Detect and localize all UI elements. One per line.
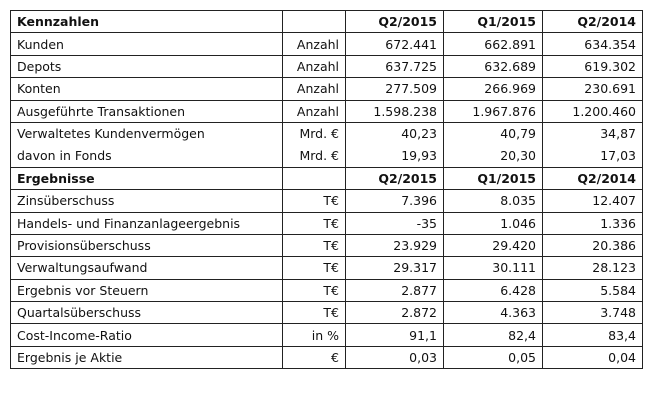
row-label: Provisionsüberschuss (11, 234, 283, 256)
cell-value: 12.407 (543, 190, 643, 212)
cell-value: 17,03 (543, 145, 643, 167)
table-row (11, 33, 643, 55)
table-row (11, 145, 643, 167)
section-title: Ergebnisse (11, 167, 283, 189)
row-unit: T€ (283, 234, 346, 256)
cell-value: 1.336 (543, 212, 643, 234)
row-label: Depots (11, 55, 283, 77)
table-row (11, 122, 643, 144)
row-label: Ergebnis vor Steuern (11, 279, 283, 301)
kennzahlen-header-row (11, 11, 643, 33)
table-row (11, 100, 643, 122)
cell-value: 28.123 (543, 257, 643, 279)
cell-value: 637.725 (346, 55, 444, 77)
cell-value: 634.354 (543, 33, 643, 55)
cell-value: -35 (346, 212, 444, 234)
row-label: davon in Fonds (11, 145, 283, 167)
row-unit: Anzahl (283, 55, 346, 77)
row-label: Verwaltetes Kundenvermögen (11, 122, 283, 144)
table-row (11, 346, 643, 368)
table-row (11, 234, 643, 256)
cell-value: 23.929 (346, 234, 444, 256)
period-header: Q1/2015 (444, 167, 543, 189)
cell-value: 20,30 (444, 145, 543, 167)
cell-value: 1.046 (444, 212, 543, 234)
cell-value: 7.396 (346, 190, 444, 212)
row-unit: Mrd. € (283, 145, 346, 167)
period-header: Q2/2014 (543, 11, 643, 33)
cell-value: 3.748 (543, 302, 643, 324)
cell-value: 6.428 (444, 279, 543, 301)
cell-value: 277.509 (346, 78, 444, 100)
row-label: Ergebnis je Aktie (11, 346, 283, 368)
key-figures-table-container (10, 10, 643, 369)
period-header: Q2/2015 (346, 167, 444, 189)
table-row (11, 324, 643, 346)
cell-value: 266.969 (444, 78, 543, 100)
row-unit: Anzahl (283, 78, 346, 100)
row-unit: in % (283, 324, 346, 346)
row-unit: T€ (283, 302, 346, 324)
row-label: Handels- und Finanzanlageergebnis (11, 212, 283, 234)
row-unit: Anzahl (283, 33, 346, 55)
period-header: Q2/2014 (543, 167, 643, 189)
cell-value: 1.967.876 (444, 100, 543, 122)
ergebnisse-header-row (11, 167, 643, 189)
table-row (11, 302, 643, 324)
period-header: Q2/2015 (346, 11, 444, 33)
cell-value: 34,87 (543, 122, 643, 144)
cell-value: 8.035 (444, 190, 543, 212)
row-unit: € (283, 346, 346, 368)
cell-value: 1.200.460 (543, 100, 643, 122)
row-label: Cost-Income-Ratio (11, 324, 283, 346)
cell-value: 91,1 (346, 324, 444, 346)
cell-value: 2.877 (346, 279, 444, 301)
unit-header (283, 167, 346, 189)
cell-value: 29.420 (444, 234, 543, 256)
row-label: Ausgeführte Transaktionen (11, 100, 283, 122)
cell-value: 1.598.238 (346, 100, 444, 122)
cell-value: 0,04 (543, 346, 643, 368)
cell-value: 662.891 (444, 33, 543, 55)
row-unit: Anzahl (283, 100, 346, 122)
cell-value: 5.584 (543, 279, 643, 301)
table-row (11, 78, 643, 100)
cell-value: 82,4 (444, 324, 543, 346)
table-row (11, 279, 643, 301)
unit-header (283, 11, 346, 33)
row-label: Quartalsüberschuss (11, 302, 283, 324)
cell-value: 0,03 (346, 346, 444, 368)
cell-value: 2.872 (346, 302, 444, 324)
cell-value: 632.689 (444, 55, 543, 77)
table-row (11, 257, 643, 279)
period-header: Q1/2015 (444, 11, 543, 33)
cell-value: 230.691 (543, 78, 643, 100)
table-row (11, 190, 643, 212)
cell-value: 672.441 (346, 33, 444, 55)
row-unit: T€ (283, 212, 346, 234)
cell-value: 619.302 (543, 55, 643, 77)
cell-value: 30.111 (444, 257, 543, 279)
section-title: Kennzahlen (11, 11, 283, 33)
row-label: Kunden (11, 33, 283, 55)
table-row (11, 212, 643, 234)
cell-value: 40,79 (444, 122, 543, 144)
row-label: Verwaltungsaufwand (11, 257, 283, 279)
key-figures-table (10, 10, 643, 369)
cell-value: 4.363 (444, 302, 543, 324)
cell-value: 83,4 (543, 324, 643, 346)
cell-value: 19,93 (346, 145, 444, 167)
table-row (11, 55, 643, 77)
row-unit: T€ (283, 279, 346, 301)
cell-value: 20.386 (543, 234, 643, 256)
row-unit: Mrd. € (283, 122, 346, 144)
row-label: Zinsüberschuss (11, 190, 283, 212)
cell-value: 0,05 (444, 346, 543, 368)
row-unit: T€ (283, 190, 346, 212)
row-label: Konten (11, 78, 283, 100)
cell-value: 40,23 (346, 122, 444, 144)
row-unit: T€ (283, 257, 346, 279)
cell-value: 29.317 (346, 257, 444, 279)
